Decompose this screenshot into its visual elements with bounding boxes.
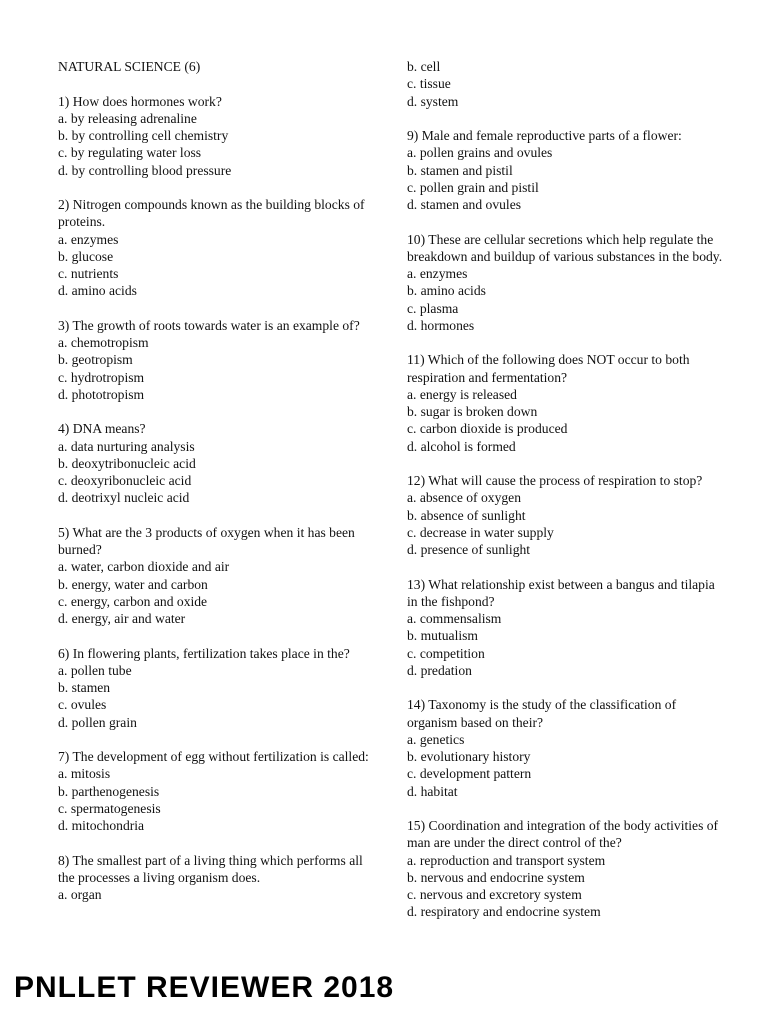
option-b: b. sugar is broken down [407, 404, 538, 419]
option-b: b. glucose [58, 248, 114, 264]
question-13 [407, 576, 727, 680]
footer-banner-text: PNLLET REVIEWER 2018 [14, 971, 395, 1004]
option-d: d. amino acids [58, 283, 137, 299]
option-a: a. enzymes [407, 266, 468, 281]
option-b: b. amino acids [407, 283, 486, 299]
option-c: c. decrease in water supply [407, 524, 554, 540]
question-14 [407, 696, 727, 800]
question-4 [58, 420, 370, 506]
option-a: a. reproduction and transport system [407, 852, 606, 868]
option-c: c. hydrotropism [58, 369, 145, 385]
option-a: a. chemotropism [58, 335, 149, 350]
option-c: c. development pattern [407, 766, 532, 782]
option-c: c. carbon dioxide is produced [407, 421, 568, 437]
option-a: a. pollen grains and ovules [407, 145, 553, 161]
question-9 [407, 127, 727, 213]
question-text: 5) What are the 3 products of oxygen when it has been burned? [58, 524, 355, 557]
question-2 [58, 196, 370, 300]
question-text: 2) Nitrogen compounds known as the building blocks of proteins. [58, 197, 365, 230]
option-a: a. data nurturing analysis [58, 438, 195, 454]
option-a: a. water, carbon dioxide and air [58, 559, 230, 575]
question-text: 8) The smallest part of a living thing which performs all the processes a living organism does. [58, 852, 363, 885]
option-a: a. mitosis [58, 766, 111, 782]
right-column [407, 58, 727, 921]
option-d: d. habitat [407, 783, 458, 799]
option-d: d. phototropism [58, 386, 145, 402]
question-1 [58, 93, 370, 179]
option-c: c. tissue [407, 76, 451, 92]
question-text: 4) DNA means? [58, 421, 146, 437]
option-b: b. stamen [58, 680, 111, 695]
question-3 [58, 317, 370, 403]
option-d: d. alcohol is formed [407, 438, 516, 454]
question-7 [58, 748, 370, 834]
option-d: d. deotrixyl nucleic acid [58, 490, 190, 506]
option-c: c. by regulating water loss [58, 145, 202, 161]
option-d: d. stamen and ovules [407, 197, 522, 212]
option-c: c. deoxyribonucleic acid [58, 473, 192, 488]
option-d: d. pollen grain [58, 714, 137, 730]
option-b: b. deoxytribonucleic acid [58, 455, 196, 471]
option-a: a. energy is released [407, 386, 517, 402]
option-c: c. nervous and excretory system [407, 887, 582, 902]
question-text: 9) Male and female reproductive parts of a flower: [407, 128, 682, 143]
option-d: d. by controlling blood pressure [58, 162, 232, 178]
option-b: b. by controlling cell chemistry [58, 128, 229, 143]
option-b: b. mutualism [407, 628, 478, 644]
option-b: b. absence of sunlight [407, 507, 526, 523]
question-text: 6) In flowering plants, fertilization takes place in the? [58, 645, 350, 661]
left-column [58, 58, 370, 903]
option-a: a. genetics [407, 731, 465, 747]
option-a: a. organ [58, 887, 102, 902]
question-text: 13) What relationship exist between a bangus and tilapia in the fishpond? [407, 576, 715, 609]
option-d: d. presence of sunlight [407, 542, 531, 557]
option-d: d. predation [407, 662, 472, 678]
option-b: b. energy, water and carbon [58, 576, 208, 592]
option-c: c. energy, carbon and oxide [58, 593, 208, 609]
question-text: 1) How does hormones work? [58, 93, 222, 109]
option-b: b. parthenogenesis [58, 783, 160, 799]
option-d: d. respiratory and endocrine system [407, 904, 601, 920]
option-d: d. hormones [407, 317, 475, 333]
option-b: b. cell [407, 59, 441, 74]
question-text: 11) Which of the following does NOT occur to both respiration and fermentation? [407, 352, 690, 385]
option-c: c. pollen grain and pistil [407, 179, 539, 195]
question-8-continued [407, 58, 727, 110]
question-10 [407, 231, 727, 335]
question-text: 10) These are cellular secretions which help regulate the breakdown and buildup of various substances in the body. [407, 231, 723, 264]
question-8 [58, 852, 370, 904]
question-text: 3) The growth of roots towards water is an example of? [58, 317, 360, 333]
option-c: c. competition [407, 645, 485, 661]
option-d: d. system [407, 93, 459, 109]
option-c: c. nutrients [58, 266, 119, 281]
question-11 [407, 351, 727, 455]
option-b: b. stamen and pistil [407, 162, 513, 178]
option-b: b. geotropism [58, 352, 133, 368]
option-a: a. pollen tube [58, 662, 132, 678]
question-text: 15) Coordination and integration of the body activities of man are under the direct control of the? [407, 818, 719, 851]
question-15 [407, 817, 727, 921]
option-c: c. spermatogenesis [58, 800, 161, 816]
question-text: 14) Taxonomy is the study of the classification of organism based on their? [407, 697, 677, 730]
document-title: NATURAL SCIENCE (6) [58, 59, 201, 74]
option-d: d. energy, air and water [58, 611, 186, 626]
question-12 [407, 472, 727, 558]
option-a: a. enzymes [58, 231, 119, 247]
footer-banner [14, 971, 414, 1004]
question-6 [58, 645, 370, 731]
question-text: 12) What will cause the process of respiration to stop? [407, 473, 703, 488]
option-d: d. mitochondria [58, 818, 145, 833]
option-a: a. commensalism [407, 611, 502, 626]
option-a: a. by releasing adrenaline [58, 110, 197, 126]
question-text: 7) The development of egg without fertilization is called: [58, 749, 369, 764]
option-c: c. plasma [407, 300, 459, 316]
question-5 [58, 524, 370, 628]
option-c: c. ovules [58, 697, 107, 713]
option-a: a. absence of oxygen [407, 490, 521, 506]
option-b: b. evolutionary history [407, 749, 531, 764]
option-b: b. nervous and endocrine system [407, 869, 585, 885]
